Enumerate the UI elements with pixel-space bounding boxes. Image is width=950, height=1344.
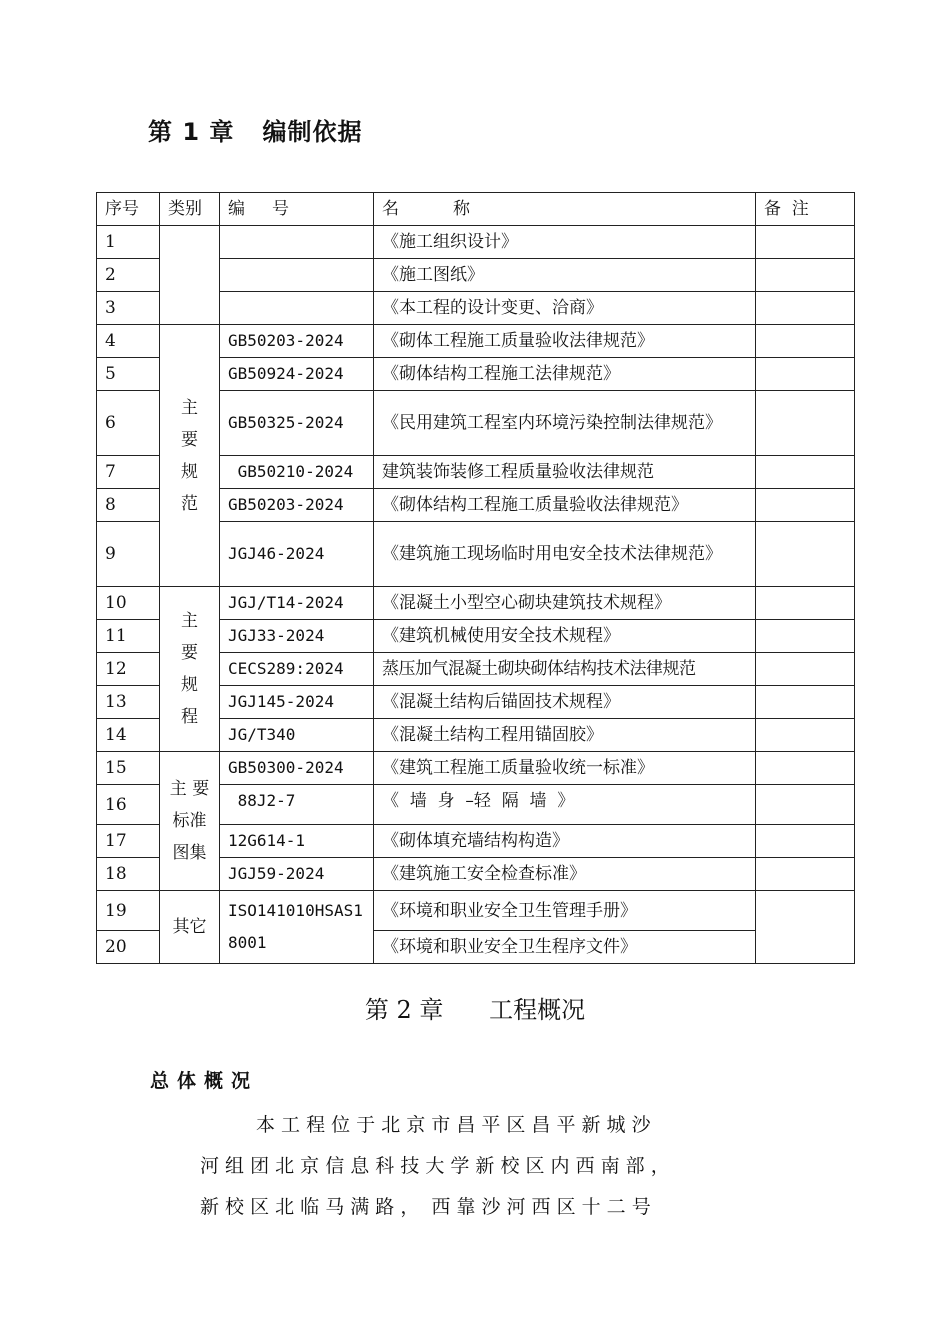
row-code: 12G614-1 [220,825,374,858]
row-name: 建筑装饰装修工程质量验收法律规范 [374,456,756,489]
row-seq: 8 [97,489,160,522]
row-code: CECS289:2024 [220,653,374,686]
row-remark [756,391,855,456]
row-name: 《混凝土小型空心砌块建筑技术规程》 [374,587,756,620]
row-remark [756,653,855,686]
row-seq: 18 [97,858,160,891]
row-remark [756,325,855,358]
category-main-atlas: 主 要 标准 图集 [160,752,220,891]
header-remark: 备 注 [756,193,855,226]
row-remark [756,522,855,587]
table-row [97,752,855,785]
table-row [97,226,855,259]
row-name: 《建筑工程施工质量验收统一标准》 [374,752,756,785]
row-code: JGJ46-2024 [220,522,374,587]
row-seq: 9 [97,522,160,587]
category-main-norms: 主 要 规 范 [160,325,220,587]
table-row [97,587,855,620]
row-name: 《施工图纸》 [374,259,756,292]
category-other: 其它 [160,891,220,964]
row-remark [756,785,855,825]
table-row [97,325,855,358]
row-remark [756,686,855,719]
row-seq: 16 [97,785,160,825]
header-seq: 序号 [97,193,160,226]
row-name: 《建筑机械使用安全技术规程》 [374,620,756,653]
row-name: 《砌体结构工程施工法律规范》 [374,358,756,391]
row-seq: 19 [97,891,160,931]
row-code [220,226,374,259]
category-cell-blank [160,226,220,325]
row-seq: 17 [97,825,160,858]
row-name: 《砌体填充墙结构构造》 [374,825,756,858]
body-line-2: 河 组 团 北 京 信 息 科 技 大 学 新 校 区 内 西 南 部 ， [200,1155,670,1177]
row-seq: 10 [97,587,160,620]
header-category: 类别 [160,193,220,226]
row-name: 《混凝土结构工程用锚固胶》 [374,719,756,752]
row-code: JGJ/T14-2024 [220,587,374,620]
row-code [220,292,374,325]
row-remark [756,719,855,752]
header-name: 名 称 [374,193,756,226]
row-code: JG/T340 [220,719,374,752]
row-name: 《民用建筑工程室内环境污染控制法律规范》 [374,391,756,456]
row-remark [756,226,855,259]
row-code: JGJ145-2024 [220,686,374,719]
row-code: GB50203-2024 [220,489,374,522]
row-remark [756,620,855,653]
row-seq: 3 [97,292,160,325]
row-seq: 20 [97,931,160,964]
row-remark [756,891,855,964]
section-title: 总体概况 [150,1070,259,1092]
row-seq: 2 [97,259,160,292]
row-code: JGJ59-2024 [220,858,374,891]
row-name: 《本工程的设计变更、洽商》 [374,292,756,325]
row-code: GB50210-2024 [220,456,374,489]
row-code: GB50924-2024 [220,358,374,391]
row-remark [756,752,855,785]
row-code: 88J2-7 [220,785,374,825]
row-code: GB50300-2024 [220,752,374,785]
chapter-2-title: 第 2 章 工程概况 [364,996,586,1024]
category-main-rules: 主 要 规 程 [160,587,220,752]
row-seq: 7 [97,456,160,489]
row-seq: 13 [97,686,160,719]
row-seq: 6 [97,391,160,456]
basis-table [96,192,855,964]
row-seq: 15 [97,752,160,785]
row-remark [756,858,855,891]
row-seq: 5 [97,358,160,391]
row-name: 蒸压加气混凝土砌块砌体结构技术法律规范 [374,653,756,686]
row-name: 《 墙 身 –轻 隔 墙 》 [374,785,756,825]
row-code [220,259,374,292]
body-line-3: 新 校 区 北 临 马 满 路 ， 西 靠 沙 河 西 区 十 二 号 [200,1196,651,1218]
row-name: 《环境和职业安全卫生管理手册》 [374,891,756,931]
row-seq: 12 [97,653,160,686]
row-code: GB50325-2024 [220,391,374,456]
row-code: JGJ33-2024 [220,620,374,653]
row-remark [756,489,855,522]
row-remark [756,358,855,391]
row-remark [756,825,855,858]
row-code: GB50203-2024 [220,325,374,358]
row-name: 《混凝土结构后锚固技术规程》 [374,686,756,719]
row-name: 《施工组织设计》 [374,226,756,259]
row-name: 《建筑施工现场临时用电安全技术法律规范》 [374,522,756,587]
row-remark [756,292,855,325]
row-code: ISO141010HSAS18001 [220,891,374,964]
table-row [97,891,855,931]
table-header-row [97,193,855,226]
row-seq: 1 [97,226,160,259]
row-name: 《砌体工程施工质量验收法律规范》 [374,325,756,358]
row-seq: 4 [97,325,160,358]
body-line-1: 本 工 程 位 于 北 京 市 昌 平 区 昌 平 新 城 沙 [256,1114,651,1136]
row-remark [756,587,855,620]
row-name: 《环境和职业安全卫生程序文件》 [374,931,756,964]
row-name: 《建筑施工安全检查标准》 [374,858,756,891]
chapter-1-title: 第 1 章 编制依据 [148,118,363,146]
row-seq: 14 [97,719,160,752]
header-code: 编 号 [220,193,374,226]
row-remark [756,259,855,292]
row-name: 《砌体结构工程施工质量验收法律规范》 [374,489,756,522]
row-seq: 11 [97,620,160,653]
row-remark [756,456,855,489]
